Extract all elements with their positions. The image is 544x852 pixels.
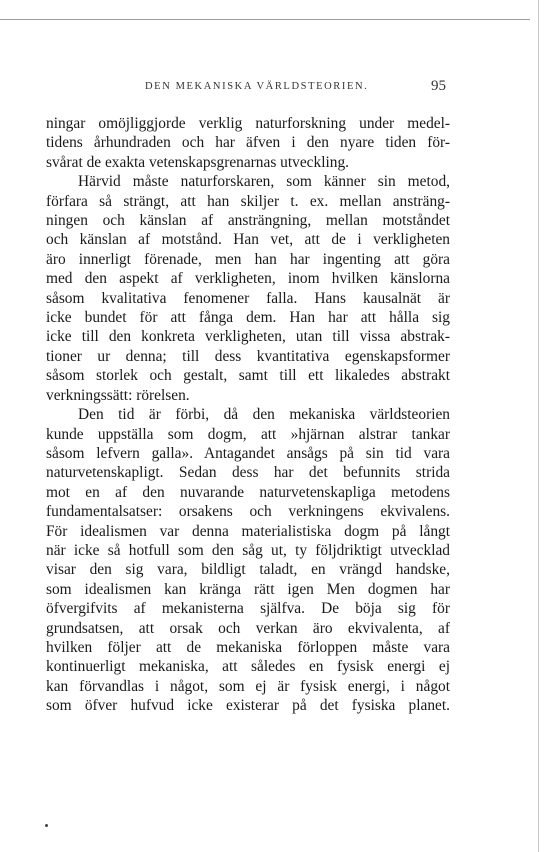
text-line: kan förvandlas i något, som ej är fysisk energi, i något [46,677,450,695]
text-line: fundamentalsatser: orsakens och verkningens ekvivalens. [46,503,450,521]
page-edge [538,0,539,852]
text-line: som idealismen kan kränga rätt igen Men dogmen har [46,580,450,598]
text-line: såsom storlek och gestalt, samt till ett likaledes abstrakt [46,367,450,385]
text-line: tioner ur denna; till dess kvantitativa egenskapsformer [46,347,450,365]
text-line: naturvetenskapligt. Sedan dess har det befunnits strida [46,464,450,482]
text-line: mot en af den nuvarande naturvetenskapliga metodens [46,483,450,501]
text-line: kontinuerligt mekaniska, att således en fysisk energi ej [46,658,450,676]
text-line: icke till den konkreta verkligheten, utan till vissa abstrak- [46,328,450,346]
text-line: Härvid måste naturforskaren, som känner sin metod, [78,173,450,191]
text-line: och känslan af motstånd. Han vet, att de i verkligheten [46,231,450,249]
text-line: icke bundet för att fånga dem. Han har att hålla sig [46,309,450,327]
body-text [46,114,450,716]
stray-mark [45,824,48,827]
text-line: öfvergifvits af mekanisterna själfva. De böja sig för [46,600,450,618]
text-line: För idealismen var denna materialistiska dogm på långt [46,522,450,540]
text-line: svårat de exakta vetenskapsgrenarnas utveckling. [46,153,349,171]
text-line: när icke så hotfull som den såg ut, ty följdriktigt utvecklad [46,541,450,559]
text-line: som öfver hufvud icke existerar på det fysiska planet. [46,697,450,715]
text-line: tidens århundraden och har äfven i den nyare tiden för- [46,134,450,152]
text-line: såsom lefvern galla». Antagandet ansågs på sin tid vara [46,444,450,462]
text-line: Den tid är förbi, då den mekaniska världsteorien [78,406,450,424]
text-line: verkningssätt: rörelsen. [46,386,190,404]
text-line: kunde uppställa som dogm, att »hjärnan alstrar tankar [46,425,450,443]
text-line: såsom kvalitativa fenomener falla. Hans kausalnät är [46,289,450,307]
text-line: med den aspekt af verkligheten, inom hvilken känslorna [46,270,450,288]
text-line: ningar omöjliggjorde verklig naturforskning under medel- [46,115,450,132]
text-line: äro innerligt förenade, men han har ingenting att göra [46,250,450,268]
page-number: 95 [431,78,446,94]
text-line: hvilken följer att de mekaniska förloppen måste vara [46,638,450,656]
text-line: ningen och känslan af ansträngning, mellan motståndet [46,212,450,230]
text-line: visar den sig vara, bildligt taladt, en vrängd handske, [46,561,450,579]
top-rule [0,19,530,20]
running-title: DEN MEKANISKA VÄRLDSTEORIEN. [145,81,369,92]
text-line: grundsatsen, att orsak och verkan äro ekvivalenta, af [46,619,450,637]
text-line: förfara så strängt, att han skiljer t. ex. mellan ansträng- [46,192,450,210]
